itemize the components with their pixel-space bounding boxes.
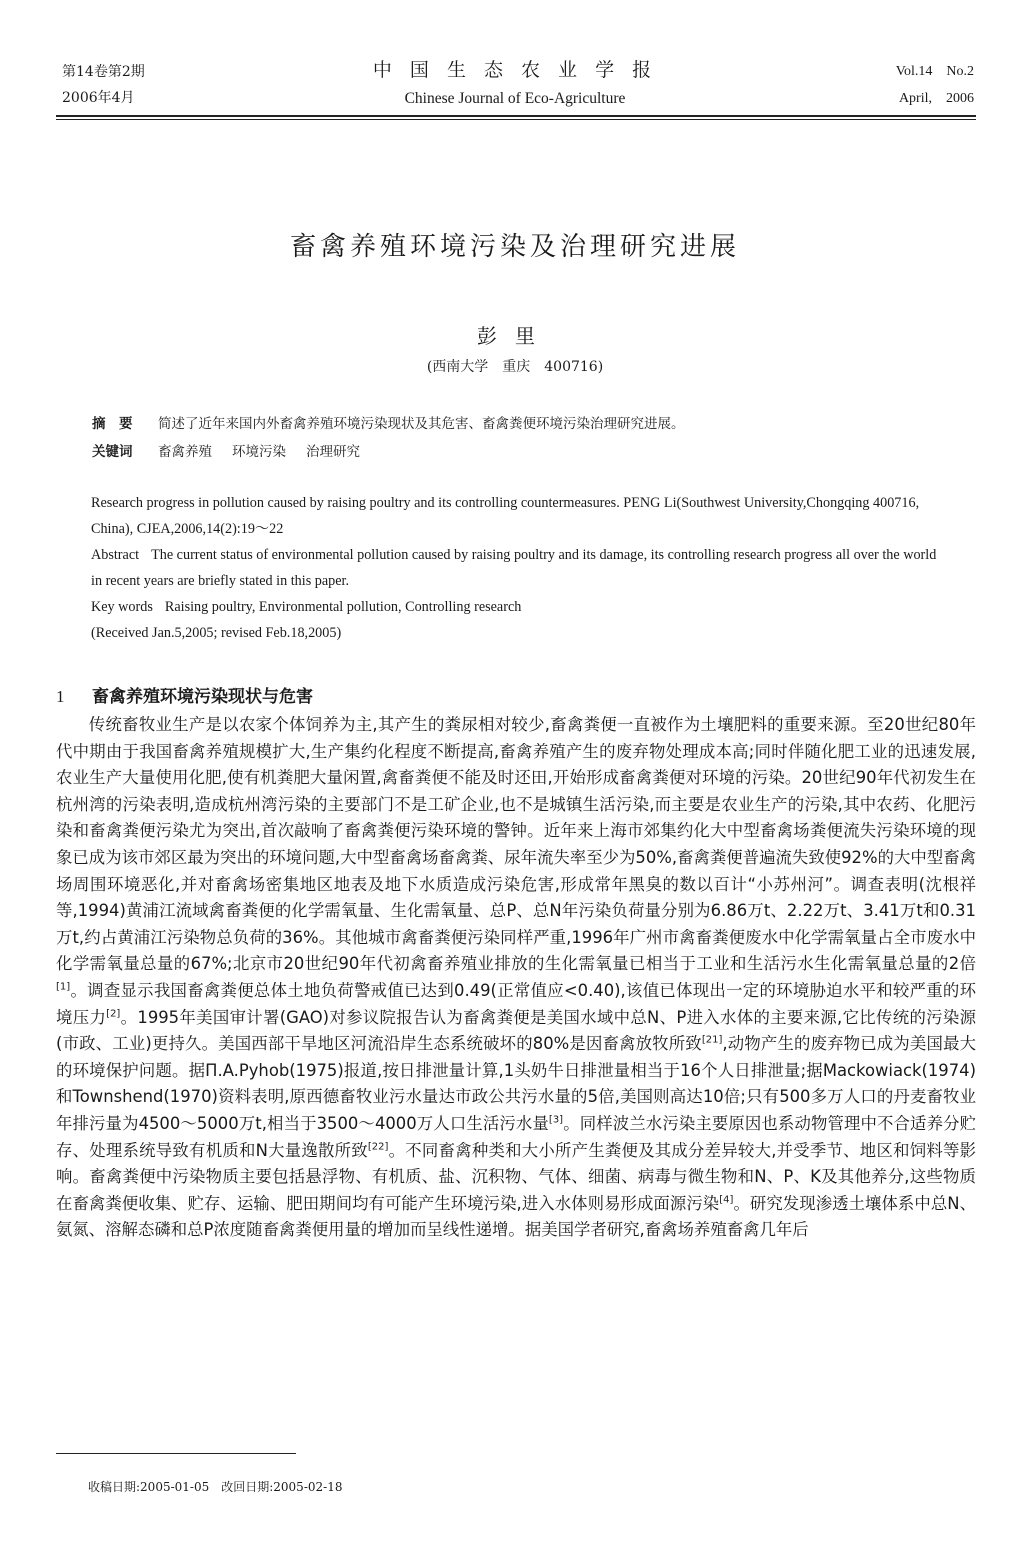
abstract-cn-label: 摘 要	[92, 416, 133, 432]
keyword-item: 畜禽养殖	[158, 444, 212, 460]
header-volume-en: Vol.14 No.2	[895, 64, 974, 79]
header-rule	[56, 115, 976, 117]
section-number: 1	[56, 687, 65, 706]
abstract-cn-text: 简述了近年来国内外畜禽养殖环境污染现状及其危害、畜禽粪便环境污染治理研究进展。	[158, 416, 685, 432]
body-text-run: 。同样波兰水污染主要原因也系动物管理中不合适养分贮存、处理系统导致有机质和N大量逸散所致	[56, 1113, 976, 1160]
body-text-run: 。研究发现渗透土壤体系中总N、氨氮、溶解态磷和总P浓度随畜禽粪便用量的增加而呈线性递增。据美国学者研究,畜禽场养殖畜禽几年后	[56, 1193, 976, 1240]
english-citation: Research progress in pollution caused by raising poultry and its controlling countermeasures. PENG Li(Southwest University,Chongqing 400716, China), CJEA,2006,14(2):19～22	[91, 495, 920, 537]
keywords-cn-label: 关键词	[92, 444, 133, 460]
citation-ref: [22]	[367, 1141, 389, 1153]
citation-ref: [4]	[719, 1194, 734, 1206]
section-title: 畜禽养殖环境污染现状与危害	[92, 687, 313, 707]
english-abstract-text: The current status of environmental pollution caused by raising poultry and its damage, its controlling research progress all over the world in recent years are briefly stated in this paper.	[91, 547, 937, 589]
header-rule-thin	[56, 119, 976, 120]
body-paragraph	[56, 712, 976, 1244]
body-text-run: 。1995年美国审计署(GAO)对参议院报告认为畜禽粪便是美国水域中总N、P进入水体的主要来源,它比传统的污染源(市政、工业)更持久。美国西部干旱地区河流沿岸生态系统破坏的80%是因畜禽放牧所致	[56, 1007, 977, 1054]
english-abstract-label: Abstract	[91, 547, 140, 563]
citation-ref: [3]	[548, 1114, 564, 1126]
article-title: 畜禽养殖环境污染及治理研究进展	[289, 232, 740, 262]
citation-ref: [1]	[56, 981, 71, 993]
section-heading	[56, 682, 313, 707]
header-date-cn: 2006年4月	[62, 90, 135, 106]
body-text-run: 传统畜牧业生产是以农家个体饲养为主,其产生的粪尿相对较少,畜禽粪便一直被作为土壤肥料的重要来源。至20世纪80年代中期由于我国畜禽养殖规模扩大,生产集约化程度不断提高,畜禽养殖产生的废弃物处理成本高;同时伴随化肥工业的迅速发展,农业生产大量使用化肥,使有机粪肥大量闲置,禽畜粪便不能及时还田,开始形成畜禽粪便对环境的污染。20世纪90年代初发生在杭州湾的污染表明,造成杭州湾污染的主要部门不是工矿企业,也不是城镇生活污染,而主要是农业生产的污染,其中农药、化肥污染和畜禽粪便污染尤为突出,首次敲响了畜禽粪便污染环境的警钟。近年来上海市郊集约化大中型畜禽场粪便流失污染环境的现象已成为该市郊区最为突出的环境问题,大中型畜禽场畜禽粪、尿年流失率至少为50%,畜禽粪便普遍流失致使92%的大中型畜禽场周围环境恶化,并对畜禽场密集地区地表及地下水质造成污染危害,形成常年黑臭的数以百计“小苏州河”。调查表明(沈根祥等,1994)黄浦江流域禽畜粪便的化学需氧量、生化需氧量、总P、总N年污染负荷量分别为6.86万t、2.22万t、3.41万t和0.31万t,约占黄浦江污染物总负荷的36%。其他城市禽畜粪便污染同样严重,1996年广州市禽畜粪便废水中化学需氧量占全市废水中化学需氧量总量的67%;北京市20世纪90年代初禽畜养殖业排放的生化需氧量已相当于工业和生活污水生化需氧量总量的2倍	[56, 715, 976, 974]
english-abstract-block	[91, 490, 939, 646]
body-text-run: 。调查显示我国畜禽粪便总体土地负荷警戒值已达到0.49(正常值应<0.40),该值已体现出一定的环境胁迫水平和较严重的环境压力	[56, 980, 976, 1027]
body-text-run: 。不同畜禽种类和大小所产生粪便及其成分差异较大,并受季节、地区和饲料等影响。畜禽粪便中污染物质主要包括悬浮物、有机质、盐、沉积物、气体、细菌、病毒与微生物和N、P、K及其他养分,这些物质在畜禽粪便收集、贮存、运输、肥田期间均有可能产生环境污染,进入水体则易形成面源污染	[56, 1140, 976, 1213]
keyword-item: 环境污染	[232, 444, 286, 460]
received-dates: (Received Jan.5,2005; revised Feb.18,2005)	[91, 625, 342, 641]
footnote-dates: 收稿日期:2005-01-05 改回日期:2005-02-18	[88, 1480, 343, 1494]
footnote-rule	[56, 1453, 296, 1454]
english-keywords-label: Key words	[91, 599, 153, 615]
header-journal-en: Chinese Journal of Eco-Agriculture	[404, 90, 626, 107]
abstract-cn	[92, 412, 685, 432]
english-keywords-text: Raising poultry, Environmental pollution, Controlling research	[164, 599, 522, 615]
header-date-en: April, 2006	[898, 91, 974, 106]
citation-ref: [2]	[106, 1008, 121, 1020]
author-affiliation: (西南大学 重庆 400716)	[426, 359, 604, 375]
author-name: 彭里	[477, 324, 553, 348]
header-volume-cn: 第14卷第2期	[62, 64, 145, 80]
citation-ref: [21]	[701, 1034, 723, 1046]
header-journal-cn: 中 国 生 态 农 业 学 报	[372, 59, 658, 81]
body-text-run: ,动物产生的废弃物已成为美国最大的环境保护问题。据Π.A.Pyhob(1975)报道,按日排泄量计算,1头奶牛日排泄量相当于16个人日排泄量;据Mackowiack(1974)和Townshend(1970)资料表明,原西德畜牧业污水量达市政公共污水量的5倍,美国则高达10倍;只有500多万人口的丹麦畜牧业年排污量为4500～5000万t,相当于3500～4000万人口生活污水量	[56, 1034, 976, 1133]
keywords-cn	[92, 440, 360, 460]
keyword-item: 治理研究	[306, 444, 360, 460]
